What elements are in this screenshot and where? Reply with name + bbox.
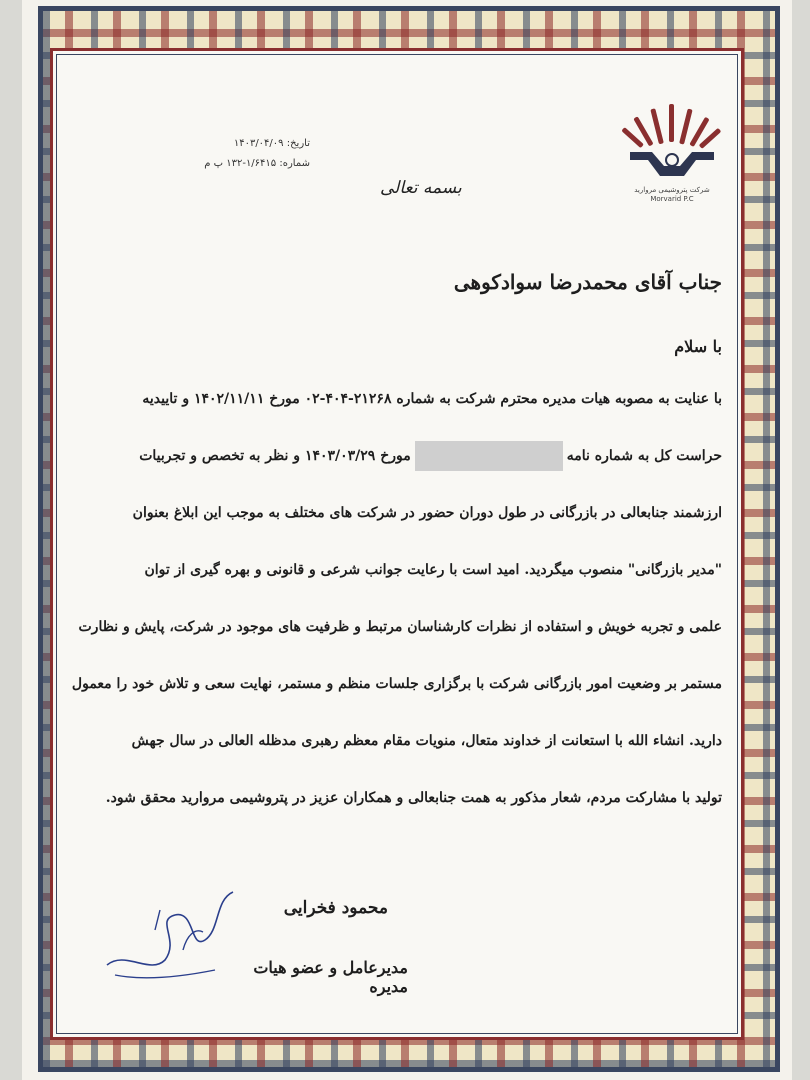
letter-date: تاریخ: ۱۴۰۳/۰۴/۰۹ — [233, 138, 310, 149]
bismillah: بسمه تعالی — [380, 178, 462, 198]
paragraph-line-5: علمی و تجربه خویش و استفاده از نظرات کارشناسان مرتبط و ظرفیت های موجود در شرکت، پایش و نظارت — [78, 619, 722, 635]
paragraph-line-4: "مدیر بازرگانی" منصوب میگردید. امید است با رعایت جوانب شرعی و قانونی و بهره گیری از توان — [144, 562, 722, 578]
signatory-title: مدیرعامل و عضو هیات مدیره — [253, 958, 408, 996]
paragraph-line-6: مستمر بر وضعیت امور بازرگانی شرکت با برگزاری جلسات منظم و مستمر، نهایت سعی و تلاش خود را معمول — [71, 676, 722, 692]
signatory-name: محمود فخرایی — [283, 898, 388, 918]
letter-text — [71, 262, 722, 827]
paragraph-line-1: با عنایت به مصوبه هیات مدیره محترم شرکت به شماره ۲۱۲۶۸-۴۰۴-۰۲ مورخ ۱۴۰۲/۱۱/۱۱ و تاییدیه — [142, 391, 722, 407]
handwritten-signature — [95, 880, 245, 990]
paragraph-line-7: دارید. انشاء الله با استعانت از خداوند متعال، منویات مقام معظم رهبری مدظله العالی در سال جهش — [131, 733, 722, 749]
paragraph-line-3: ارزشمند جنابعالی در بازرگانی در طول دوران حضور در شرکت های مختلف به موجب این ابلاغ بعنوان — [132, 505, 722, 521]
redacted-block — [415, 441, 563, 471]
paragraph-line-2: حراست کل به شماره نامهمورخ ۱۴۰۳/۰۳/۲۹ و نظر به تخصص و تجربیات — [110, 428, 722, 485]
greeting: با سلام — [674, 337, 722, 356]
recipient: جناب آقای محمدرضا سوادکوهی — [453, 270, 722, 294]
paragraph-line-8: تولید با مشارکت مردم، شعار مذکور به همت جنابعالی و همکاران عزیز در پتروشیمی مروارید محقق شود. — [105, 790, 722, 806]
letter-meta — [150, 134, 310, 174]
letter-number: شماره: ۱/۶۴۱۵-۱۳۲ پ م — [204, 158, 310, 169]
logo-caption: شرکت پتروشیمی مروارید Morvarid P.C — [634, 186, 710, 203]
